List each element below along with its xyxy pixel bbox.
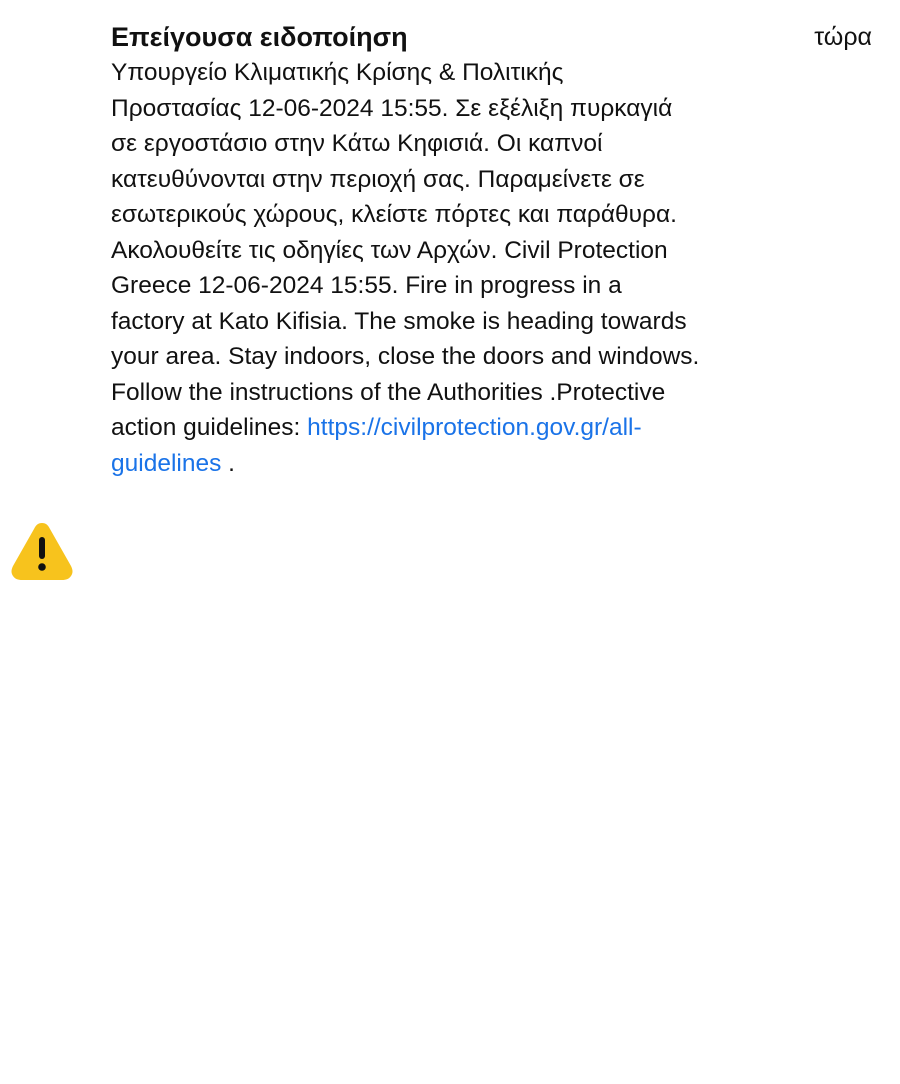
message-line: σε εργοστάσιο στην Κάτω Κηφισιά. Οι καπνοί <box>111 130 603 157</box>
notification-time: τώρα <box>814 23 872 51</box>
message-line: Υπουργείο Κλιματικής Κρίσης & Πολιτικής <box>111 59 564 86</box>
notification-title: Επείγουσα ειδοποίηση <box>111 22 408 52</box>
link-prefix-text: action guidelines: <box>111 414 308 441</box>
notification-message <box>111 55 881 481</box>
guidelines-link[interactable]: https://civilprotection.gov.gr/all- <box>307 414 642 441</box>
message-line: κατευθύνονται στην περιοχή σας. Παραμείνετε σε <box>111 165 645 193</box>
guidelines-link-continuation[interactable]: guidelines <box>111 449 222 477</box>
message-line: factory at Kato Kifisia. The smoke is heading towards <box>111 307 687 335</box>
message-line: εσωτερικούς χώρους, κλείστε πόρτες και παράθυρα. <box>111 201 677 228</box>
warning-triangle-icon <box>9 519 75 581</box>
message-line: Προστασίας 12-06-2024 15:55. Σε εξέλιξη πυρκαγιά <box>111 94 673 122</box>
message-line: Ακολουθείτε τις οδηγίες των Αρχών. Civil Protection <box>111 236 668 264</box>
message-line: Follow the instructions of the Authorities .Protective <box>111 378 666 406</box>
message-line-link-continuation <box>111 446 881 482</box>
after-link-text: . <box>221 449 235 477</box>
message-line: Greece 12-06-2024 15:55. Fire in progress in a <box>111 272 622 299</box>
message-line: your area. Stay indoors, close the doors and windows. <box>111 343 700 370</box>
message-line-link-row <box>111 410 881 446</box>
